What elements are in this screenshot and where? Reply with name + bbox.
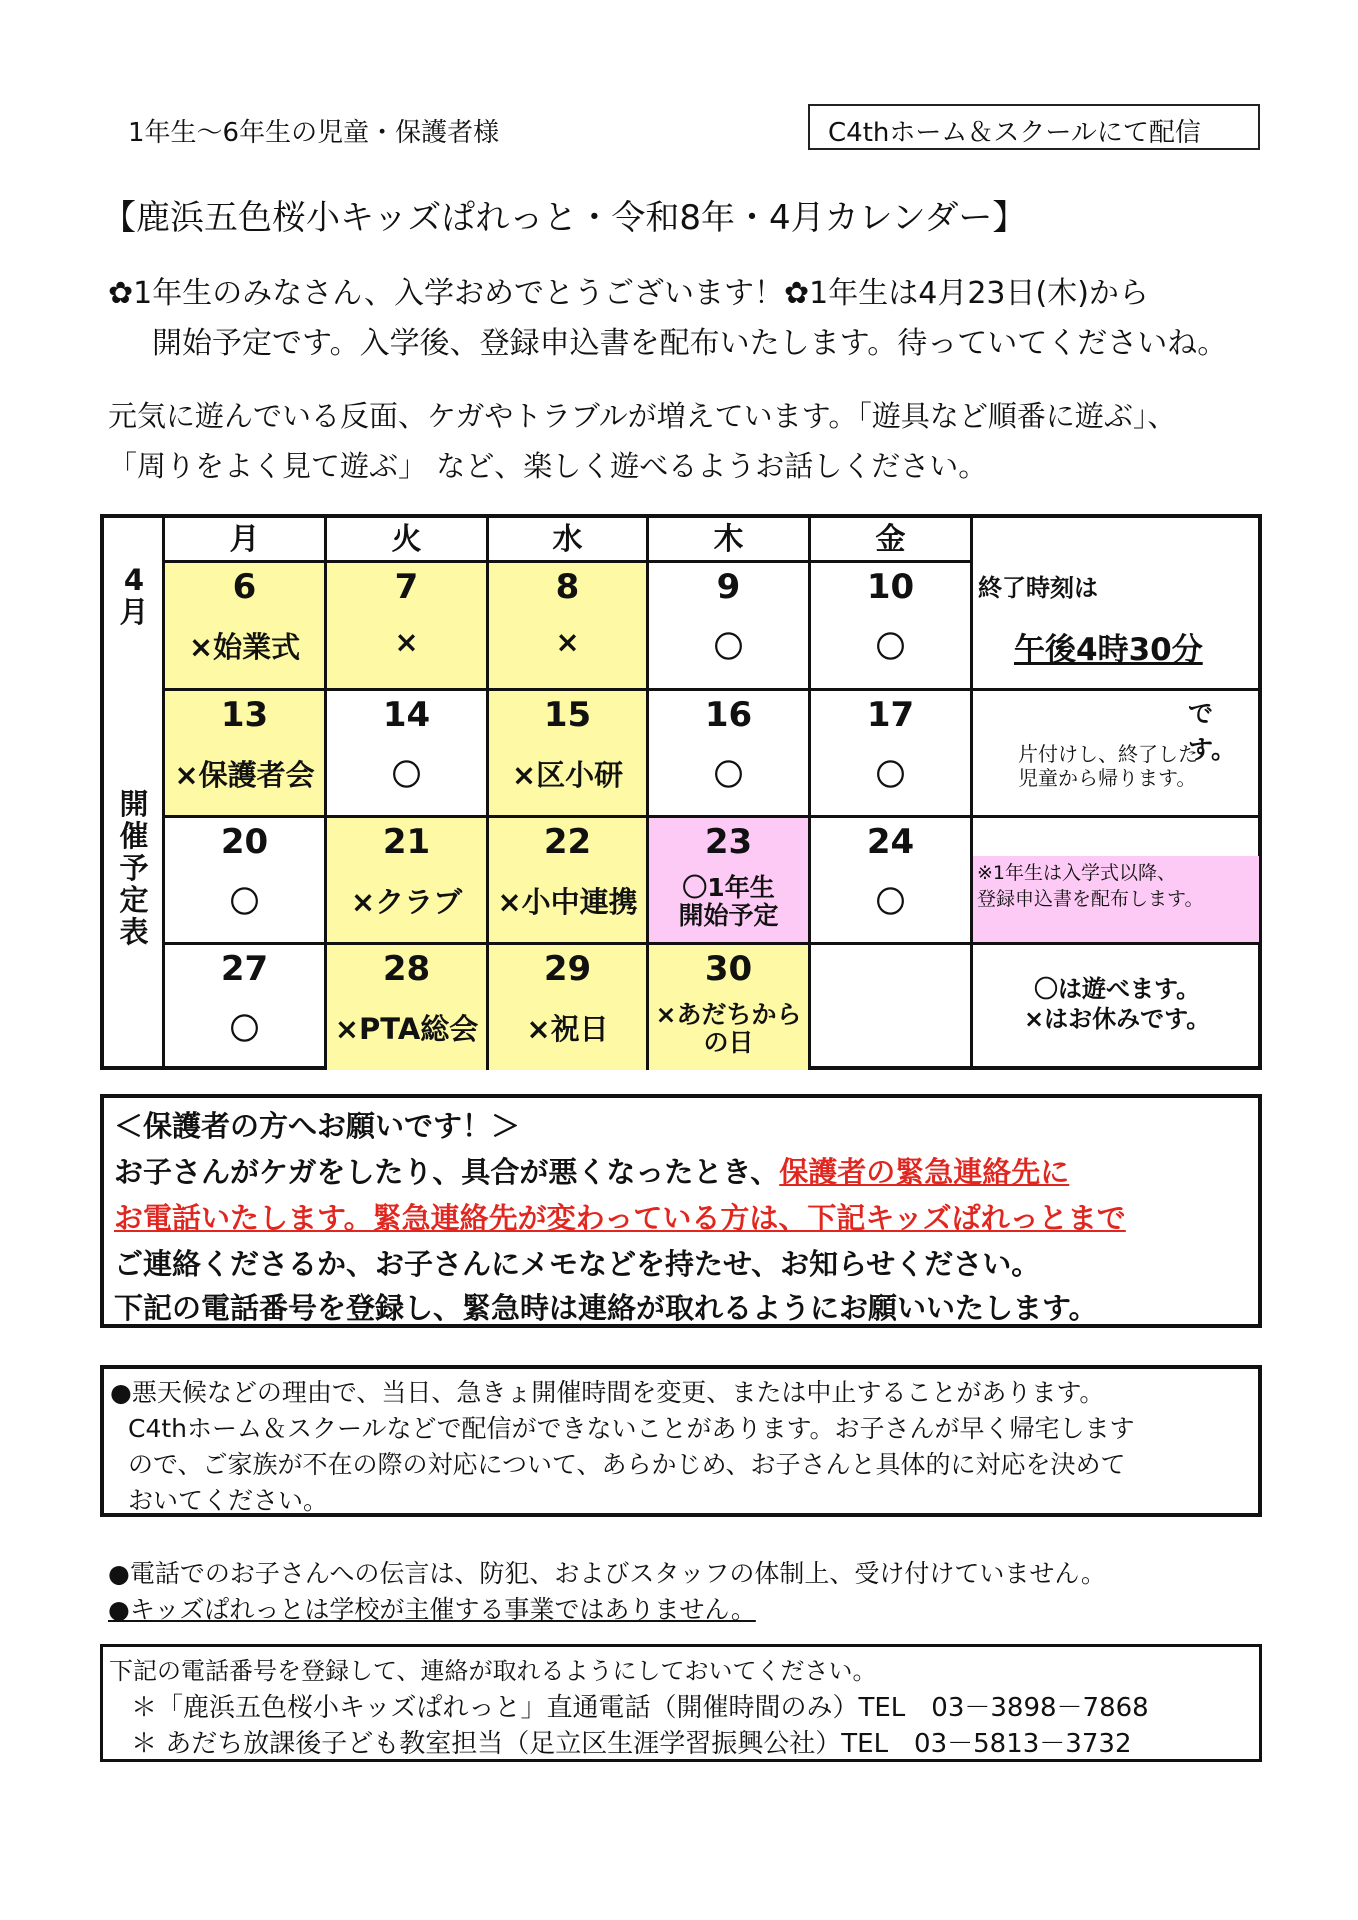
calendar-day-cell xyxy=(327,691,486,815)
day-status: ×祝日 xyxy=(526,1012,609,1046)
calendar-day-cell xyxy=(489,563,646,688)
contact-line-1: ＊「鹿浜五色桜小キッズぱれっと」直通電話（開催時間のみ）TEL 03－3898－7868 xyxy=(131,1693,1149,1723)
day-number: 29 xyxy=(543,949,592,989)
calendar-day-cell xyxy=(811,945,970,1070)
calendar-day-cell xyxy=(165,563,324,688)
day-number: 9 xyxy=(716,567,741,607)
intro-line-3: 元気に遊んでいる反面、ケガやトラブルが増えています。「遊具など順番に遊ぶ」、 xyxy=(108,399,1177,433)
day-number: 23 xyxy=(704,822,753,862)
day-number: 16 xyxy=(704,695,753,735)
calendar-day-cell xyxy=(649,563,808,688)
contact-line-2: ＊ あだち放課後子ども教室担当（足立区生涯学習振興公社）TEL 03－5813－3732 xyxy=(131,1729,1132,1759)
contact-box xyxy=(100,1644,1262,1762)
day-status: 〇1年生 開始予定 xyxy=(678,873,779,930)
day-number: 28 xyxy=(382,949,431,989)
calendar-day-cell xyxy=(165,818,324,942)
day-status: × xyxy=(394,625,419,659)
calendar-day-cell xyxy=(649,945,808,1070)
calendar-day-cell xyxy=(649,818,808,942)
weekday-header: 木 xyxy=(713,522,744,557)
weather-notice-box xyxy=(100,1365,1262,1517)
schedule-label: 開 催 予 定 表 xyxy=(119,787,149,949)
page-title: 【鹿浜五色桜小キッズぱれっと・令和8年・4月カレンダー】 xyxy=(102,198,1027,238)
day-number: 20 xyxy=(220,822,269,862)
request-line-3: お電話いたします。緊急連絡先が変わっている方は、下記キッズぱれっとまで xyxy=(114,1201,1126,1235)
day-number: 30 xyxy=(704,949,753,989)
calendar-day-cell xyxy=(489,691,646,815)
cleanup-note: 片付けし、終了した 児童から帰ります。 xyxy=(1018,742,1198,790)
calendar-day-cell xyxy=(327,818,486,942)
request-line-2 xyxy=(114,1150,1069,1191)
end-time-value: 午後4時30分 xyxy=(1014,632,1203,668)
day-number: 22 xyxy=(543,822,592,862)
weather-line-2: C4thホーム＆スクールなどで配信ができないことがあります。お子さんが早く帰宅します xyxy=(128,1414,1135,1443)
first-grade-note: ※1年生は入学式以降、 登録申込書を配布します。 xyxy=(973,856,1259,942)
day-number: 15 xyxy=(543,695,592,735)
day-status: 〇 xyxy=(875,885,905,919)
intro-line-2: 開始予定です。入学後、登録申込書を配布いたします。待っていてくださいね。 xyxy=(152,326,1228,361)
note-not-school-event: ●キッズぱれっとは学校が主催する事業ではありません。 xyxy=(108,1595,756,1624)
request-line-4: ご連絡くださるか、お子さんにメモなどを持たせ、お知らせください。 xyxy=(114,1247,1041,1281)
day-status: 〇 xyxy=(229,1012,259,1046)
day-status: 〇 xyxy=(875,758,905,792)
emergency-contact-text: 保護者の緊急連絡先に xyxy=(779,1155,1070,1189)
month-label: 4 月 xyxy=(119,563,149,629)
day-status: ×始業式 xyxy=(188,630,301,664)
day-status: ×あだちから の日 xyxy=(655,1000,802,1057)
day-number: 14 xyxy=(382,695,431,735)
day-number: 17 xyxy=(866,695,915,735)
weather-line-4: おいてください。 xyxy=(128,1486,329,1515)
day-number: 13 xyxy=(220,695,269,735)
calendar-day-cell xyxy=(489,818,646,942)
weather-line-3: ので、ご家族が不在の際の対応について、あらかじめ、お子さんと具体的に対応を決めて xyxy=(128,1450,1126,1479)
end-time-suffix: です。 xyxy=(1188,699,1237,764)
day-status: 〇 xyxy=(713,630,743,664)
weather-line-1: ●悪天候などの理由で、当日、急きょ開催時間を変更、または中止することがあります。 xyxy=(110,1378,1105,1407)
calendar-day-cell xyxy=(165,691,324,815)
day-number: 21 xyxy=(382,822,431,862)
day-number: 24 xyxy=(866,822,915,862)
weekday-header: 月 xyxy=(229,522,260,557)
request-line-5: 下記の電話番号を登録し、緊急時は連絡が取れるようにお願いいたします。 xyxy=(114,1291,1098,1325)
day-status: ×PTA総会 xyxy=(334,1012,479,1046)
calendar-day-cell xyxy=(649,691,808,815)
day-number: 10 xyxy=(866,567,915,607)
day-number: 8 xyxy=(555,567,580,607)
parent-request-box xyxy=(100,1094,1262,1328)
day-status: ×区小研 xyxy=(511,758,624,792)
request-line-2a: お子さんがケガをしたり、具合が悪くなったとき、 xyxy=(114,1155,780,1189)
weekday-header: 水 xyxy=(552,522,583,557)
day-number: 7 xyxy=(394,567,419,607)
day-status: ×小中連携 xyxy=(497,885,638,919)
calendar-day-cell xyxy=(165,945,324,1070)
day-status: 〇 xyxy=(229,885,259,919)
day-number: 6 xyxy=(232,567,257,607)
calendar-day-cell xyxy=(327,563,486,688)
end-time-label: 終了時刻は xyxy=(978,574,1098,602)
legend: 〇は遊べます。 ×はお休みです。 xyxy=(1024,975,1211,1033)
request-heading: ＜保護者の方へお願いです！＞ xyxy=(114,1109,521,1143)
day-status: ×クラブ xyxy=(350,885,463,919)
intro-line-4: 「周りをよく見て遊ぶ」 など、楽しく遊べるようお話しください。 xyxy=(108,449,988,483)
note-message-policy: ●電話でのお子さんへの伝言は、防犯、およびスタッフの体制上、受け付けていません。 xyxy=(108,1559,1106,1588)
day-number: 27 xyxy=(220,949,269,989)
day-status: 〇 xyxy=(875,630,905,664)
contact-intro: 下記の電話番号を登録して、連絡が取れるようにしておいてください。 xyxy=(109,1657,877,1685)
weekday-header: 火 xyxy=(391,522,422,557)
addressee: 1年生～6年生の児童・保護者様 xyxy=(128,118,500,148)
day-status: ×保護者会 xyxy=(174,758,315,792)
intro-line-1: ✿1年生のみなさん、入学おめでとうございます！✿1年生は4月23日(木)から xyxy=(108,276,1149,311)
day-status: 〇 xyxy=(391,758,421,792)
day-status: 〇 xyxy=(713,758,743,792)
calendar xyxy=(100,514,1262,1070)
calendar-day-cell xyxy=(811,563,970,688)
day-status: × xyxy=(555,625,580,659)
weekday-header: 金 xyxy=(875,522,906,557)
calendar-day-cell xyxy=(811,691,970,815)
delivery-note: C4thホーム＆スクールにて配信 xyxy=(808,104,1260,150)
calendar-day-cell xyxy=(811,818,970,942)
calendar-day-cell xyxy=(327,945,486,1070)
calendar-day-cell xyxy=(489,945,646,1070)
